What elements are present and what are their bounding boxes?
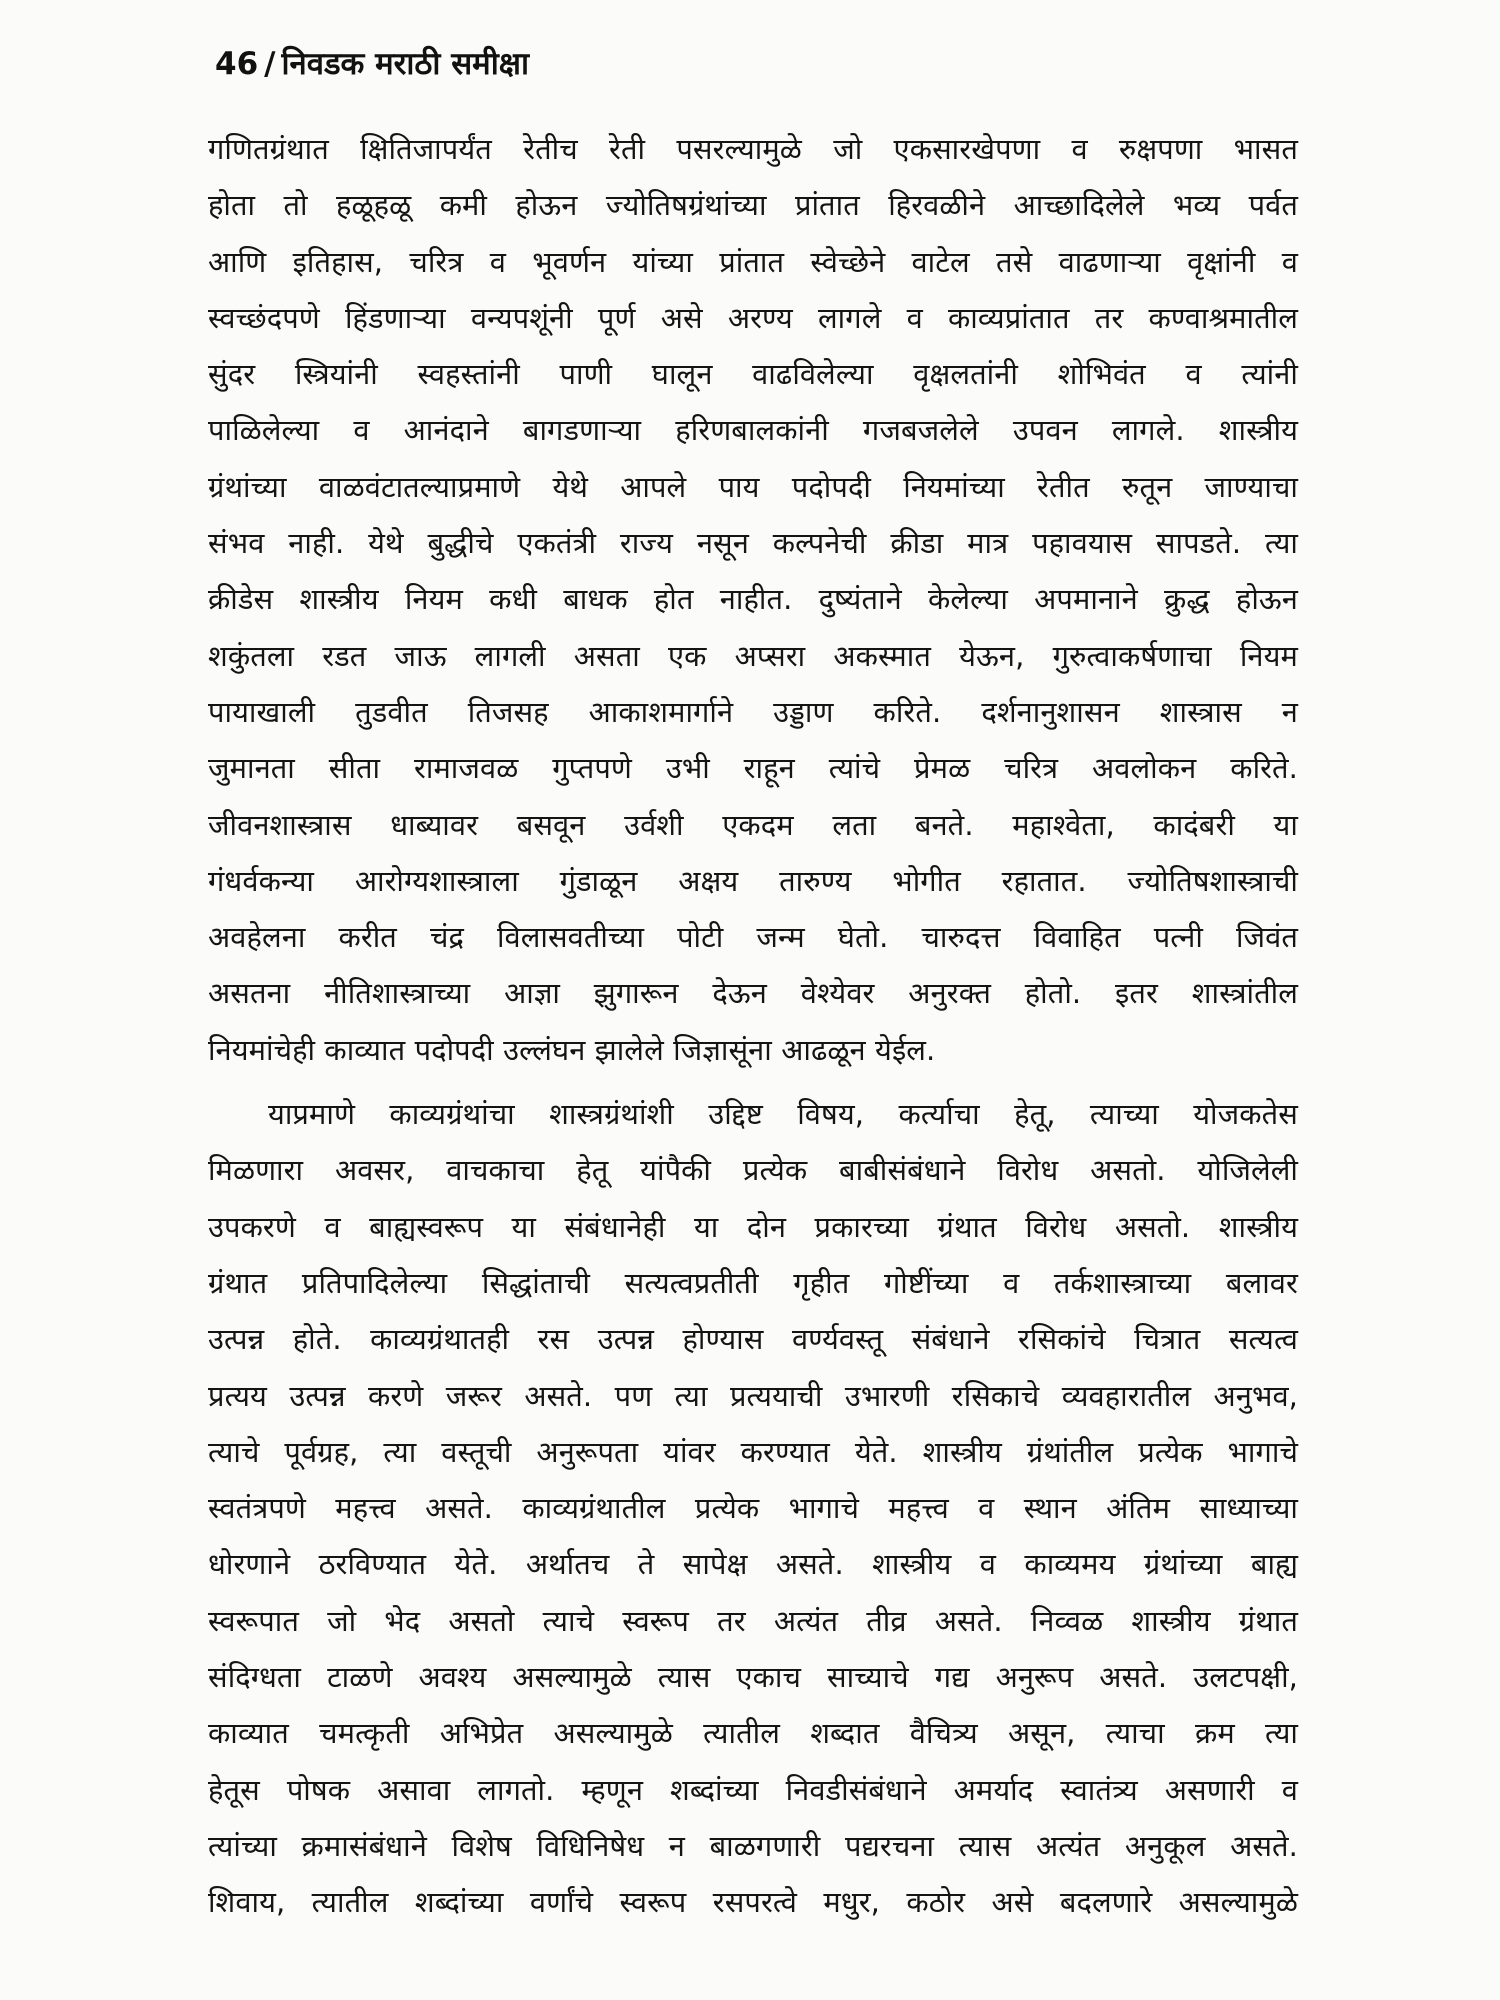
text-line: क्रीडेस शास्त्रीय नियम कधी बाधक होत नाहीत. दुष्यंताने केलेल्या अपमानाने क्रुद्ध होऊन (208, 582, 1298, 617)
text-line: मिळणारा अवसर, वाचकाचा हेतू यांपैकी प्रत्येक बाबीसंबंधाने विरोध असतो. योजिलेली (208, 1153, 1298, 1188)
text-line: स्वरूपात जो भेद असतो त्याचे स्वरूप तर अत्यंत तीव्र असते. निव्वळ शास्त्रीय ग्रंथात (208, 1603, 1298, 1638)
text-line: पाळिलेल्या व आनंदाने बागडणाऱ्या हरिणबालकांनी गजबजलेले उपवन लागले. शास्त्रीय (208, 413, 1298, 448)
header-separator: / (264, 46, 276, 82)
running-head (215, 40, 529, 88)
paragraph-gap (208, 1078, 1298, 1086)
text-line: अवहेलना करीत चंद्र विलासवतीच्या पोटी जन्म घेतो. चारुदत्त विवाहित पत्नी जिवंत (208, 920, 1298, 955)
text-line: संभव नाही. येथे बुद्धीचे एकतंत्री राज्य नसून कल्पनेची क्रीडा मात्र पहावयास सापडते. त्या (208, 526, 1298, 561)
text-line: स्वतंत्रपणे महत्त्व असते. काव्यग्रंथातील प्रत्येक भागाचे महत्त्व व स्थान अंतिम साध्याच्या (208, 1491, 1298, 1526)
text-line: हेतूस पोषक असावा लागतो. म्हणून शब्दांच्या निवडीसंबंधाने अमर्याद स्वातंत्र्य असणारी व (208, 1772, 1298, 1807)
text-line: गणितग्रंथात क्षितिजापर्यंत रेतीच रेती पसरल्यामुळे जो एकसारखेपणा व रुक्षपणा भासत (208, 132, 1298, 166)
text-line: जुमानता सीता रामाजवळ गुप्तपणे उभी राहून त्यांचे प्रेमळ चरित्र अवलोकन करिते. (208, 751, 1298, 786)
text-line: संदिग्धता टाळणे अवश्य असल्यामुळे त्यास एकाच साच्याचे गद्य अनुरूप असते. उलटपक्षी, (208, 1660, 1298, 1695)
text-line: गंधर्वकन्या आरोग्यशास्त्राला गुंडाळून अक्षय तारुण्य भोगीत रहातात. ज्योतिषशास्त्राची (208, 863, 1298, 898)
text-line: पायाखाली तुडवीत तिजसह आकाशमार्गाने उड्डाण करिते. दर्शनानुशासन शास्त्रास न (208, 694, 1298, 729)
paragraph (208, 1086, 1298, 1930)
text-line: धोरणाने ठरविण्यात येते. अर्थातच ते सापेक्ष असते. शास्त्रीय व काव्यमय ग्रंथांच्या बाह्य (208, 1547, 1298, 1582)
text-line: उत्पन्न होते. काव्यग्रंथातही रस उत्पन्न होण्यास वर्ण्यवस्तू संबंधाने रसिकांचे चित्रात सत्यत्व (208, 1322, 1298, 1357)
text-line: त्यांच्या क्रमासंबंधाने विशेष विधिनिषेध न बाळगणारी पद्यरचना त्यास अत्यंत अनुकूल असते. (208, 1828, 1298, 1863)
text-line: उपकरणे व बाह्यस्वरूप या संबंधानेही या दोन प्रकारच्या ग्रंथात विरोध असतो. शास्त्रीय (208, 1209, 1298, 1244)
text-line: नियमांचेही काव्यात पदोपदी उल्लंघन झालेले जिज्ञासूंना आढळून येईल. (208, 1032, 936, 1067)
text-line: शकुंतला रडत जाऊ लागली असता एक अप्सरा अकस्मात येऊन, गुरुत्वाकर्षणाचा नियम (208, 638, 1298, 673)
text-line: याप्रमाणे काव्यग्रंथांचा शास्त्रग्रंथांशी उद्दिष्ट विषय, कर्त्याचा हेतू, त्याच्या योजकतेस (268, 1097, 1298, 1132)
text-line: शिवाय, त्यातील शब्दांच्या वर्णांचे स्वरूप रसपरत्वे मधुर, कठोर असे बदलणारे असल्यामुळे (208, 1885, 1298, 1920)
text-line: ग्रंथांच्या वाळवंटातल्याप्रमाणे येथे आपले पाय पदोपदी नियमांच्या रेतीत रुतून जाण्याचा (208, 469, 1298, 504)
text-line: जीवनशास्त्रास धाब्यावर बसवून उर्वशी एकदम लता बनते. महाश्वेता, कादंबरी या (208, 807, 1298, 842)
text-line: आणि इतिहास, चरित्र व भूवर्णन यांच्या प्रांतात स्वेच्छेने वाटेल तसे वाढणाऱ्या वृक्षांनी व (208, 244, 1298, 279)
text-line: ग्रंथात प्रतिपादिलेल्या सिद्धांताची सत्यत्वप्रतीती गृहीत गोष्टींच्या व तर्कशास्त्राच्या बलावर (208, 1265, 1298, 1300)
body-text (208, 121, 1298, 1931)
text-line: काव्यात चमत्कृती अभिप्रेत असल्यामुळे त्यातील शब्दात वैचित्र्य असून, त्याचा क्रम त्या (208, 1716, 1298, 1751)
page-number: 46 (215, 46, 259, 82)
text-line: स्वच्छंदपणे हिंडणाऱ्या वन्यपशूंनी पूर्ण असे अरण्य लागले व काव्यप्रांतात तर कण्वाश्रमातील (208, 300, 1298, 335)
text-line: होता तो हळूहळू कमी होऊन ज्योतिषग्रंथांच्या प्रांतात हिरवळीने आच्छादिलेले भव्य पर्वत (208, 188, 1298, 223)
text-line: असतना नीतिशास्त्राच्या आज्ञा झुगारून देऊन वेश्येवर अनुरक्त होतो. इतर शास्त्रांतील (208, 976, 1298, 1011)
text-line: त्याचे पूर्वग्रह, त्या वस्तूची अनुरूपता यांवर करण्यात येते. शास्त्रीय ग्रंथांतील प्रत्येक भागाचे (208, 1434, 1298, 1469)
text-line: सुंदर स्त्रियांनी स्वहस्तांनी पाणी घालून वाढविलेल्या वृक्षलतांनी शोभिवंत व त्यांनी (208, 357, 1298, 392)
text-line: प्रत्यय उत्पन्न करणे जरूर असते. पण त्या प्रत्ययाची उभारणी रसिकाचे व्यवहारातील अनुभव, (208, 1378, 1298, 1413)
book-title: निवडक मराठी समीक्षा (281, 46, 529, 82)
paragraph (208, 121, 1298, 1078)
